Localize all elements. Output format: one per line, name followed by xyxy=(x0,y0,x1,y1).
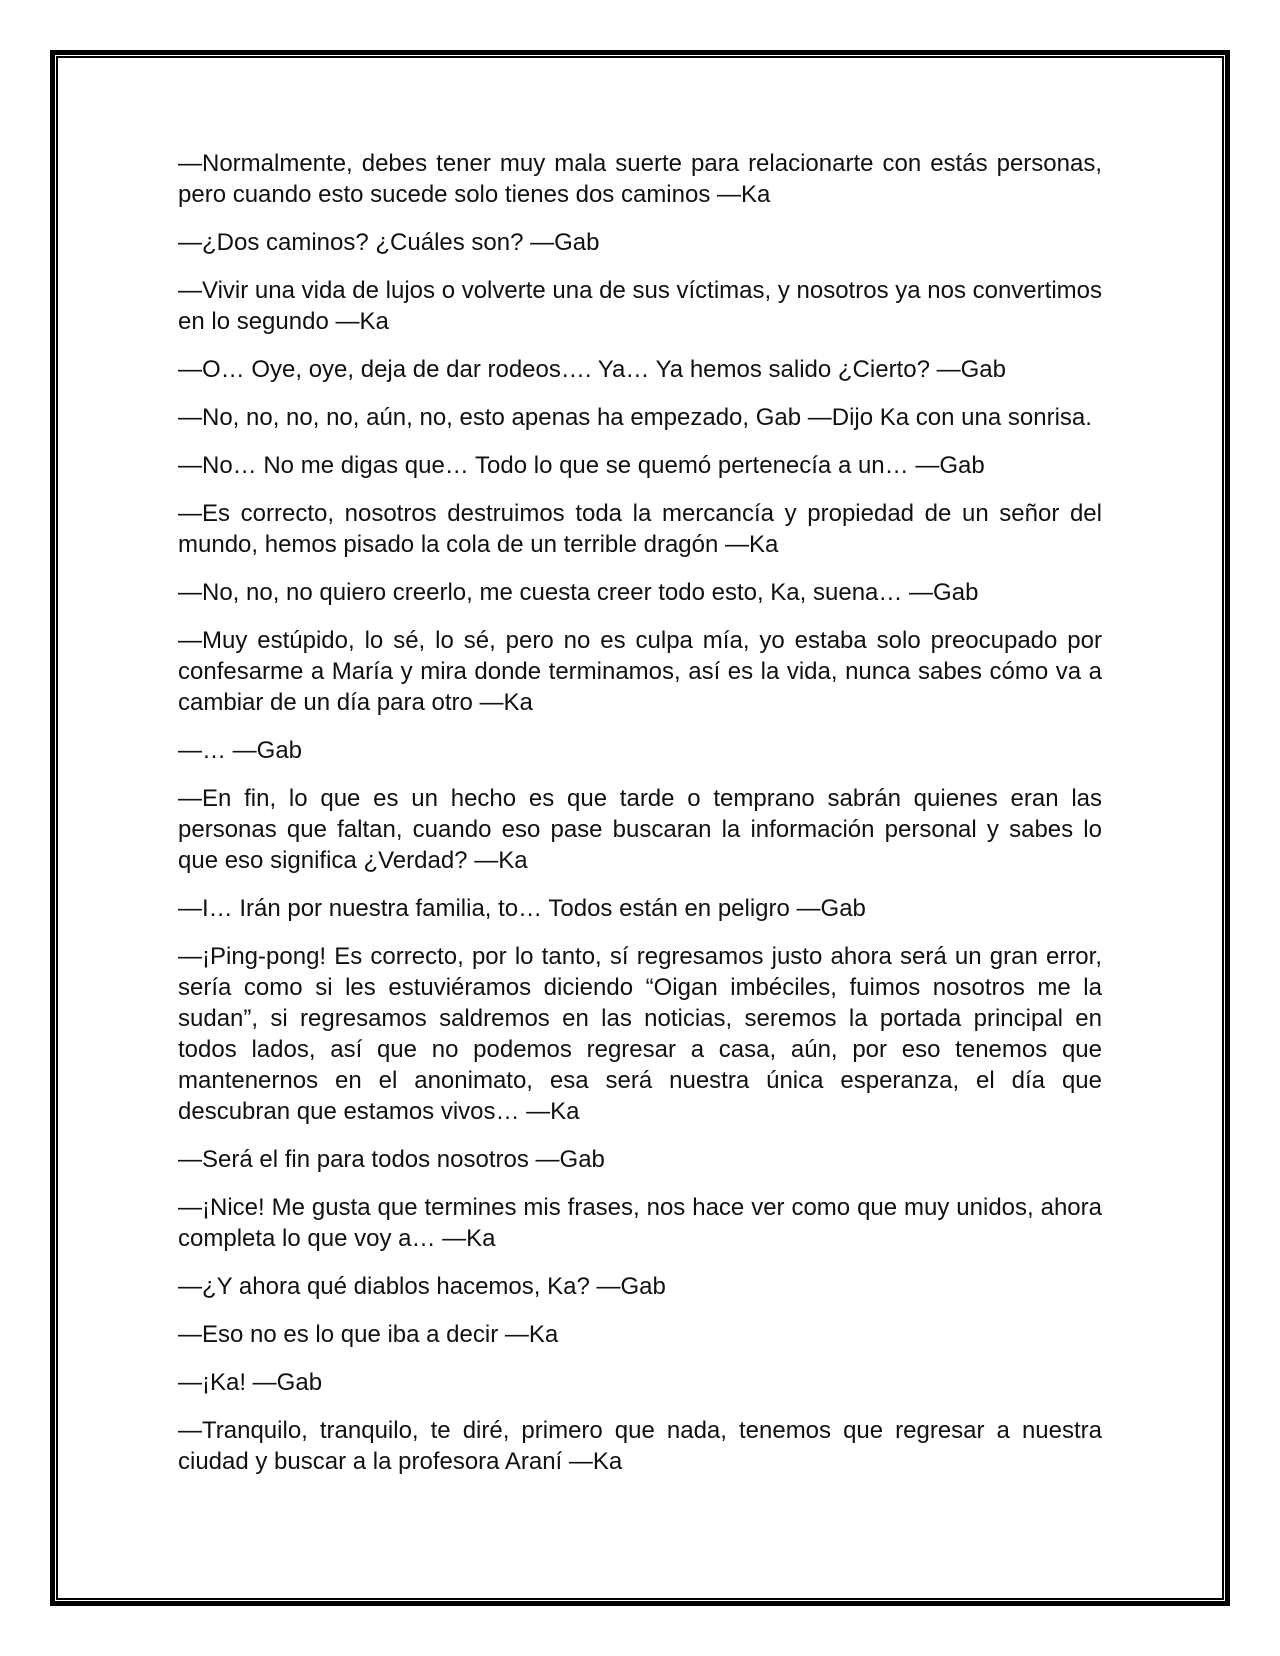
paragraph: —Es correcto, nosotros destruimos toda la mercancía y propiedad de un señor del mundo, hemos pisado la cola de un terrible dragón —Ka xyxy=(178,500,1102,558)
paragraph: —No… No me digas que… Todo lo que se quemó pertenecía a un… —Gab xyxy=(178,452,985,479)
paragraph: —¡Ka! —Gab xyxy=(178,1369,323,1396)
dialogue-body xyxy=(178,148,1102,1494)
paragraph: —¡Ping-pong! Es correcto, por lo tanto, sí regresamos justo ahora será un gran error, sería como si les estuviéramos diciendo “Oigan imbéciles, fuimos nosotros me la sudan”, si regresamos saldremos en las noticias, seremos la portada principal en todos lados, así que no podemos regresar a casa, aún, por eso tenemos que mantenernos en el anonimato, esa será nuestra única esperanza, el día que descubran que estamos vivos… —Ka xyxy=(178,943,1102,1125)
paragraph: —Será el fin para todos nosotros —Gab xyxy=(178,1146,605,1173)
paragraph: —Normalmente, debes tener muy mala suerte para relacionarte con estás personas, pero cuando esto sucede solo tienes dos caminos —Ka xyxy=(178,150,1102,208)
paragraph: —I… Irán por nuestra familia, to… Todos están en peligro —Gab xyxy=(178,895,866,922)
paragraph: —No, no, no quiero creerlo, me cuesta creer todo esto, Ka, suena… —Gab xyxy=(178,579,979,606)
paragraph: —¿Dos caminos? ¿Cuáles son? —Gab xyxy=(178,229,600,256)
paragraph: —¡Nice! Me gusta que termines mis frases, nos hace ver como que muy unidos, ahora completa lo que voy a… —Ka xyxy=(178,1194,1102,1252)
paragraph: —Vivir una vida de lujos o volverte una de sus víctimas, y nosotros ya nos convertimos en lo segundo —Ka xyxy=(178,277,1102,335)
paragraph: —¿Y ahora qué diablos hacemos, Ka? —Gab xyxy=(178,1273,666,1300)
paragraph: —Tranquilo, tranquilo, te diré, primero que nada, tenemos que regresar a nuestra ciudad y buscar a la profesora Araní —Ka xyxy=(178,1417,1102,1475)
paragraph: —No, no, no, no, aún, no, esto apenas ha empezado, Gab —Dijo Ka con una sonrisa. xyxy=(178,404,1092,431)
paragraph: —O… Oye, oye, deja de dar rodeos…. Ya… Ya hemos salido ¿Cierto? —Gab xyxy=(178,356,1006,383)
paragraph: —… —Gab xyxy=(178,737,303,764)
paragraph: —Eso no es lo que iba a decir —Ka xyxy=(178,1321,559,1348)
paragraph: —En fin, lo que es un hecho es que tarde o temprano sabrán quienes eran las personas que faltan, cuando eso pase buscaran la información personal y sabes lo que eso significa ¿Verdad? —Ka xyxy=(178,785,1102,874)
paragraph: —Muy estúpido, lo sé, lo sé, pero no es culpa mía, yo estaba solo preocupado por confesarme a María y mira donde terminamos, así es la vida, nunca sabes cómo va a cambiar de un día para otro —Ka xyxy=(178,627,1102,716)
